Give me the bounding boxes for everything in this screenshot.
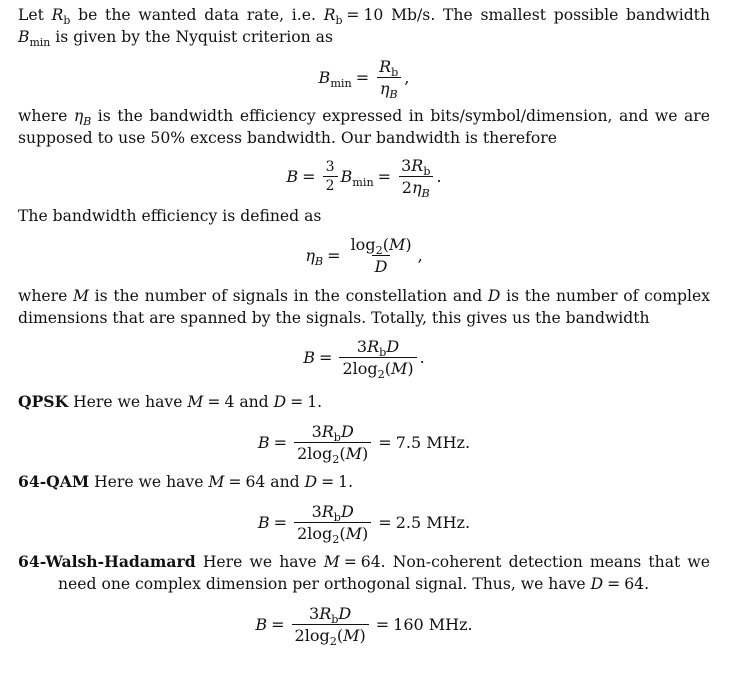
constellation-paragraph: where M is the number of signals in the constellation and D is the number of complex dimensions that are spanned by the signals. Totally, this gives us the bandwidth	[18, 287, 710, 327]
equation-bandwidth: B = $\frac{3}{2}$ $B_{min}$ = $\frac{3R_b}{2\eta_B}$ .	[286, 155, 442, 200]
fraction: $\frac{3R_b}{2\eta_B}$	[398, 156, 433, 197]
fraction: $\frac{3R_bD}{2\log_2(M)}$	[294, 422, 371, 463]
equation-64qam: B = $\frac{3R_bD}{2\log_2(M)}$ = 2.5 MHz.	[257, 501, 471, 546]
equation-bmin: $B_{min}$ = $\frac{R_b}{\eta_B}$ ,	[318, 56, 410, 101]
fraction: $\frac{3}{2}$	[323, 159, 338, 194]
equation-walsh-hadamard: B = $\frac{3R_bD}{2\log_2(M)}$ = 160 MHz.	[255, 603, 473, 648]
case-walsh-hadamard: 64-Walsh-Hadamard Here we have M = 64. Non-coherent detection means that we need one complex dimension per orthogonal signal. Thus, we have D = 64.	[18, 552, 710, 593]
case-qpsk: QPSK Here we have M = 4 and D = 1.	[18, 392, 323, 411]
efficiency-paragraph: where $\eta_B$ is the bandwidth efficiency expressed in bits/symbol/dimension, and we are supposed to use 50% excess bandwidth. Our bandwidth is therefore	[18, 107, 710, 147]
intro-paragraph: Let $R_b$ be the wanted data rate, i.e. $R_b = 10$ Mb/s. The smallest possible bandwidth $B_{min}$ is given by the Nyquist criterion as	[18, 6, 710, 49]
equation-eta: $\eta_B$ = $\frac{\log_2(M)}{D}$ ,	[305, 234, 423, 276]
fraction: $\frac{3R_bD}{2\log_2(M)}$	[292, 604, 369, 645]
fraction: $\frac{R_b}{\eta_B}$	[376, 57, 401, 98]
equation-general-bandwidth: B = $\frac{3R_bD}{2\log_2(M)}$ .	[303, 336, 425, 381]
document	[18, 4, 710, 653]
equation-qpsk: B = $\frac{3R_bD}{2\log_2(M)}$ = 7.5 MHz.	[257, 421, 471, 466]
fraction: $\frac{3R_bD}{2\log_2(M)}$	[294, 502, 371, 543]
fraction: $\frac{3R_bD}{2\log_2(M)}$	[339, 337, 416, 378]
definition-paragraph: The bandwidth efficiency is defined as	[18, 207, 322, 225]
case-64qam: 64-QAM Here we have M = 64 and D = 1.	[18, 472, 354, 491]
fraction: $\frac{\log_2(M)}{D}$	[350, 234, 412, 276]
